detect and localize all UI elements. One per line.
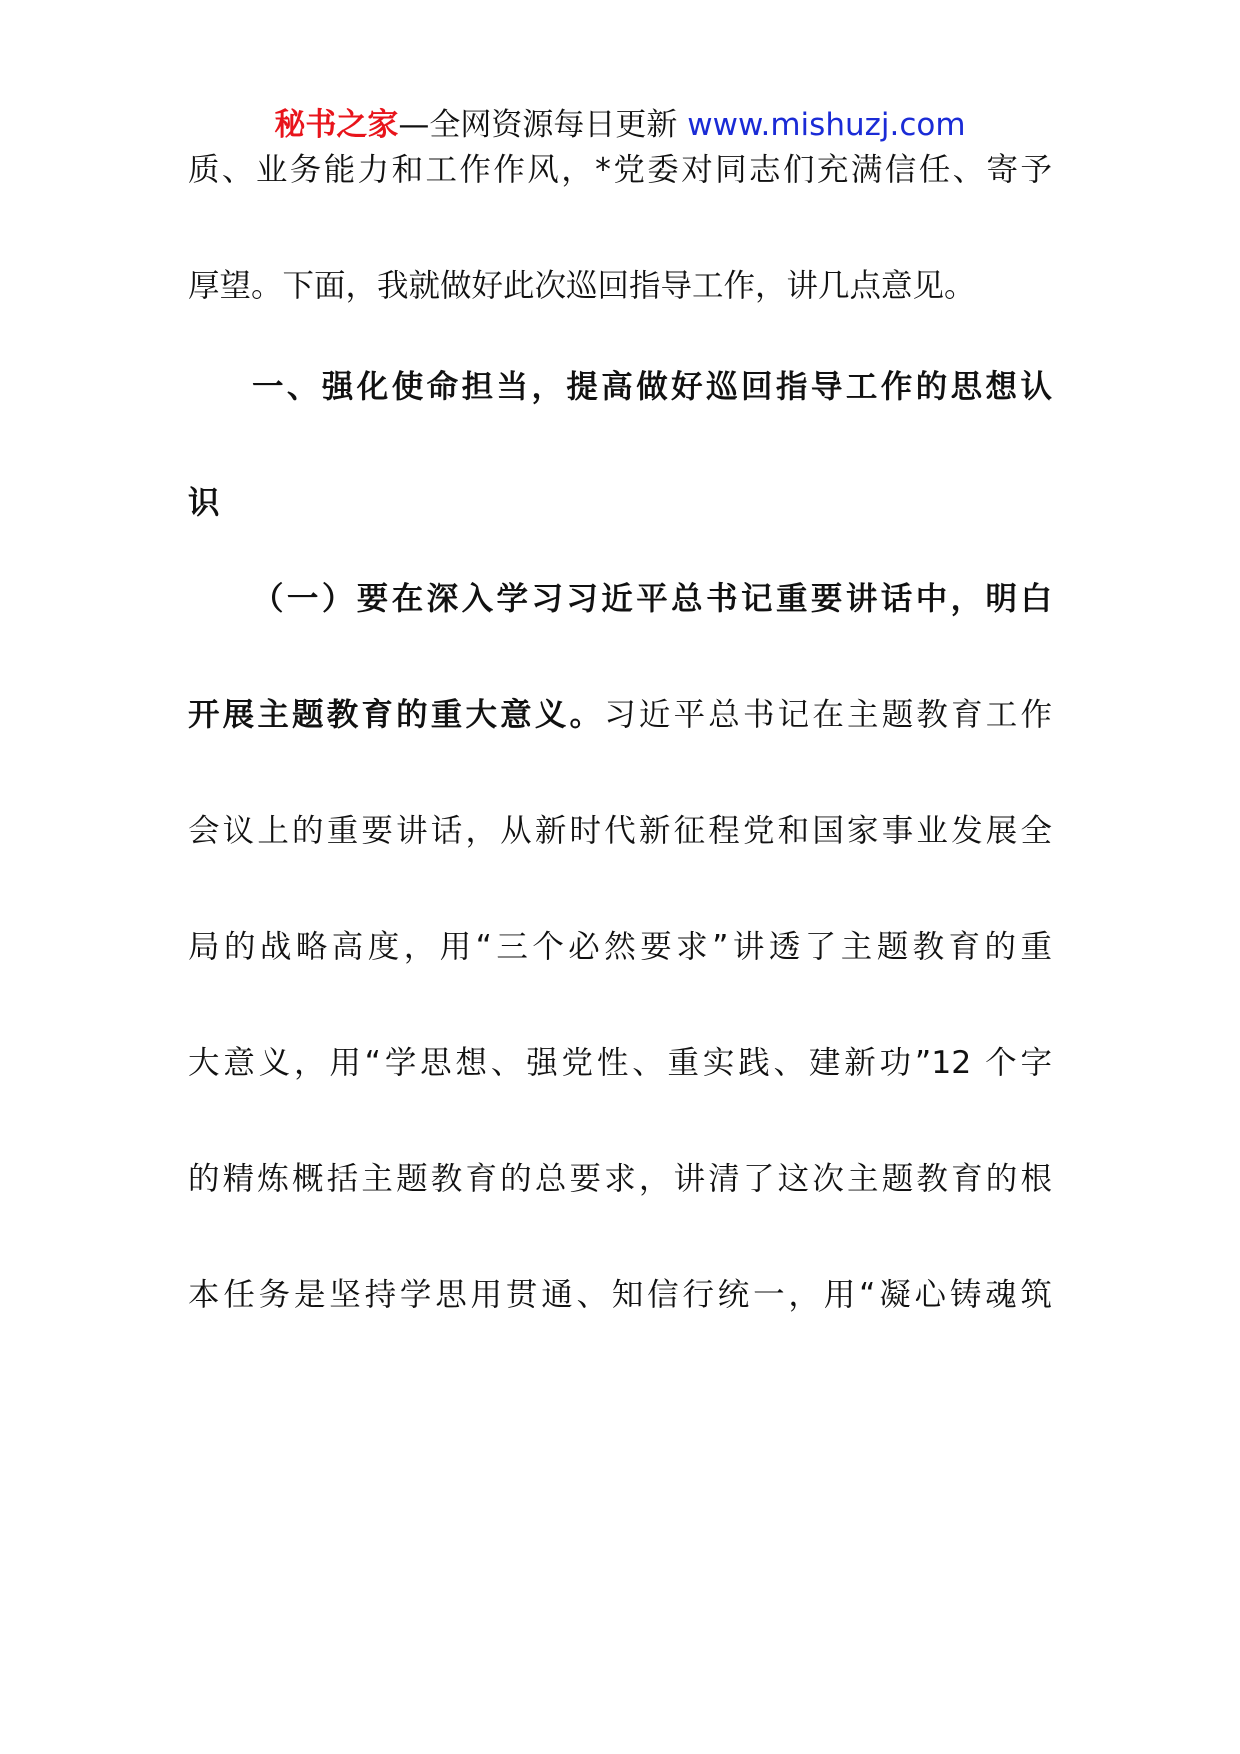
paragraph-line: 会议上的重要讲话，从新时代新征程党和国家事业发展全 — [188, 813, 1052, 849]
paragraph-line: 质、业务能力和工作作风，*党委对同志们充满信任、寄予 — [188, 152, 1052, 188]
page-header — [0, 100, 1240, 150]
section-heading: 一、强化使命担当，提高做好巡回指导工作的思想认 — [252, 369, 1052, 405]
section-heading-continued: 识 — [188, 485, 220, 521]
paragraph-line: 的精炼概括主题教育的总要求，讲清了这次主题教育的根 — [188, 1161, 1052, 1197]
brand-name: 秘书之家 — [274, 107, 399, 143]
subsection-heading-continued: 开展主题教育的重大意义。 — [188, 697, 605, 733]
website-link[interactable]: www.mishuzj.com — [687, 107, 966, 143]
paragraph-line: 局的战略高度，用“三个必然要求”讲透了主题教育的重 — [188, 929, 1052, 965]
paragraph-text: 习近平总书记在主题教育工作 — [604, 697, 1052, 733]
paragraph-line: 厚望。下面，我就做好此次巡回指导工作，讲几点意见。 — [188, 268, 976, 304]
paragraph-line: 本任务是坚持学思用贯通、知信行统一，用“凝心铸魂筑 — [188, 1277, 1052, 1313]
paragraph-line — [188, 690, 1052, 740]
paragraph-line: 大意义，用“学思想、强党性、重实践、建新功”12 个字 — [188, 1045, 1052, 1081]
subsection-heading: （一）要在深入学习习近平总书记重要讲话中，明白 — [252, 581, 1052, 617]
header-tagline: —全网资源每日更新 — [398, 107, 688, 143]
